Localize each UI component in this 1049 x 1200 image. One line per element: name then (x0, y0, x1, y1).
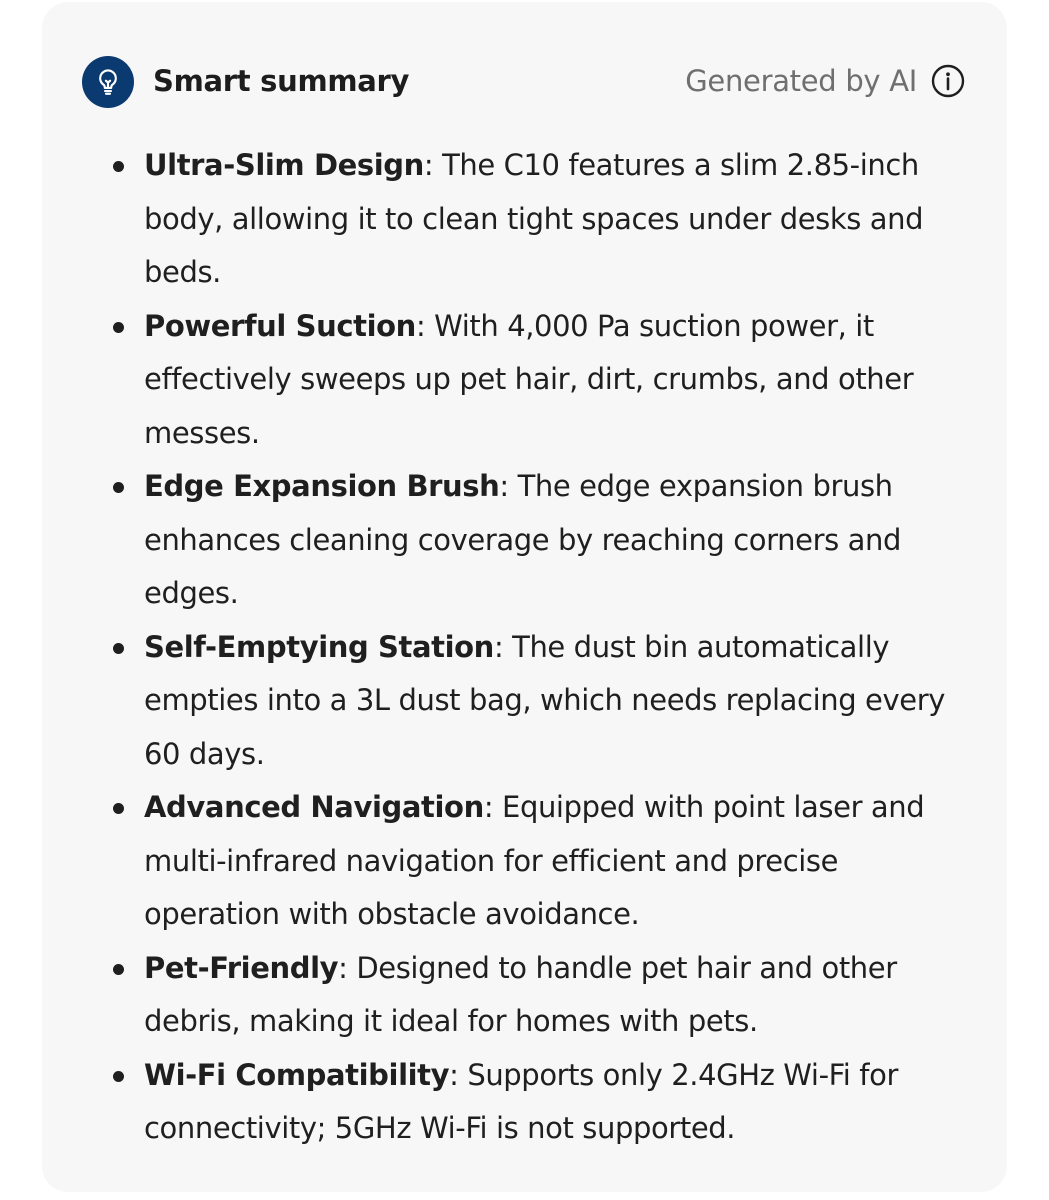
generated-by-ai (685, 64, 965, 98)
summary-header (82, 56, 967, 110)
bullet (113, 161, 124, 172)
bullet (113, 643, 124, 654)
summary-item-text: : With 4,000 Pa suction power, it effectively sweeps up pet hair, dirt, crumbs, and other messes. (144, 308, 914, 450)
info-icon[interactable] (931, 64, 965, 98)
bullet (113, 1071, 124, 1082)
summary-item-label: Wi-Fi Compatibility (144, 1057, 450, 1092)
summary-item-text: : The dust bin automatically empties into a 3L dust bag, which needs replacing every 60 days. (144, 629, 945, 771)
bullet (113, 482, 124, 493)
summary-item-self-emptying-station (144, 621, 964, 782)
summary-item-ultra-slim-design (144, 139, 964, 300)
generated-by-ai-label: Generated by AI (685, 64, 917, 98)
bullet (113, 322, 124, 333)
summary-item-text: : Supports only 2.4GHz Wi-Fi for connectivity; 5GHz Wi-Fi is not supported. (144, 1057, 898, 1145)
summary-item-edge-expansion-brush (144, 460, 964, 621)
smart-summary-card (42, 2, 1007, 1192)
summary-item-pet-friendly (144, 942, 964, 1049)
summary-item-label: Powerful Suction (144, 308, 416, 343)
summary-item-label: Pet-Friendly (144, 950, 339, 985)
summary-item-text: : The C10 features a slim 2.85-inch body, allowing it to clean tight spaces under desks and beds. (144, 148, 924, 289)
lightbulb-icon (82, 56, 134, 108)
summary-list (144, 139, 964, 1156)
summary-item-text: : Designed to handle pet hair and other debris, making it ideal for homes with pets. (144, 950, 897, 1038)
summary-item-advanced-navigation (144, 781, 964, 942)
summary-item-wifi-compatibility (144, 1049, 964, 1156)
bullet (113, 964, 124, 975)
summary-item-label: Edge Expansion Brush (144, 469, 500, 503)
summary-item-label: Advanced Navigation (144, 790, 484, 824)
summary-item-powerful-suction (144, 300, 964, 461)
summary-item-label: Ultra-Slim Design (144, 148, 424, 182)
bullet (113, 803, 124, 814)
summary-item-label: Self-Emptying Station (144, 629, 494, 664)
summary-item-text: : Equipped with point laser and multi-infrared navigation for efficient and precise operation with obstacle avoidance. (144, 790, 925, 931)
summary-item-text: : The edge expansion brush enhances cleaning coverage by reaching corners and edges. (144, 469, 901, 610)
summary-title: Smart summary (153, 64, 410, 98)
